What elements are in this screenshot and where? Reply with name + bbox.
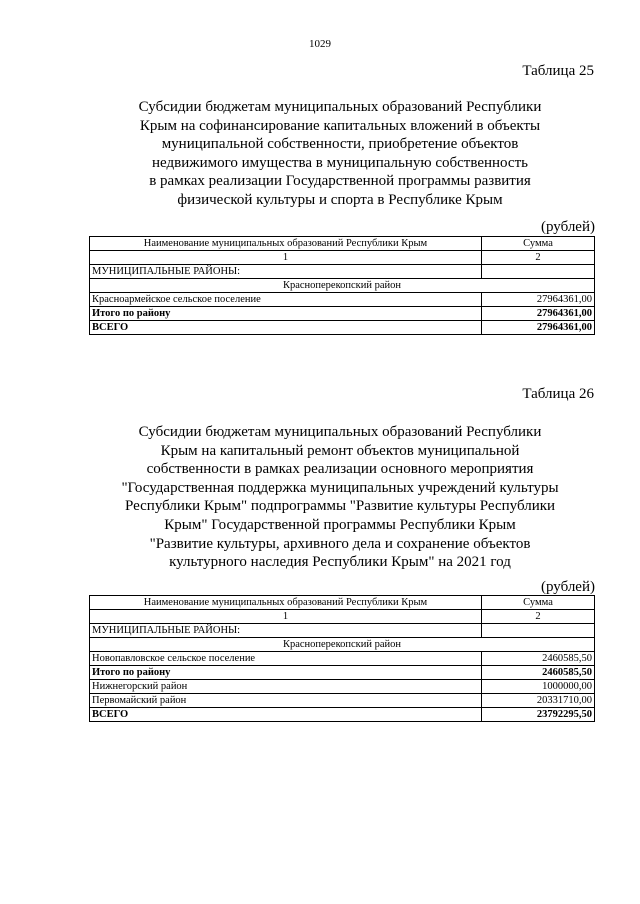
table-row xyxy=(90,694,595,708)
heading-line: Республики Крым" подпрограммы "Развитие культуры Республики xyxy=(124,498,556,515)
row-sum-cell: 20331710,00 xyxy=(482,694,595,708)
heading-line: Субсидии бюджетам муниципальных образований Республики xyxy=(138,424,542,440)
total-sum-cell: 23792295,50 xyxy=(482,708,595,722)
total-row xyxy=(90,321,595,335)
table-25-heading xyxy=(90,98,590,210)
heading-line: Крым на капитальный ремонт объектов муниципальной xyxy=(160,442,520,459)
row-name-cell: Первомайский район xyxy=(90,694,482,708)
table-header-numbers-row xyxy=(90,251,595,265)
table-26-label: Таблица 26 xyxy=(522,386,594,402)
heading-line: собственности в рамках реализации основного мероприятия xyxy=(146,461,534,478)
heading-line: в рамках реализации Государственной программы развития xyxy=(149,173,531,190)
heading-line: Крым" Государственной программы Республики Крым xyxy=(164,516,516,533)
table-row xyxy=(90,680,595,694)
page-number: 1029 xyxy=(309,38,331,50)
heading-line: Крым на софинансирование капитальных вложений в объекты xyxy=(139,117,541,134)
empty-cell xyxy=(482,624,595,638)
heading-line: муниципальной собственности, приобретение объектов xyxy=(161,136,519,153)
subtotal-name-cell: Итого по району xyxy=(90,307,482,321)
district-cell: Красноперекопский район xyxy=(90,279,595,293)
table-26-unit: (рублей) xyxy=(540,579,595,595)
heading-line: "Развитие культуры, архивного дела и сохранение объектов xyxy=(149,535,531,552)
subtotal-name-cell: Итого по району xyxy=(90,666,482,680)
section-row xyxy=(90,624,595,638)
header-number-cell: 1 xyxy=(90,610,482,624)
header-sum-cell: Сумма xyxy=(482,237,595,251)
header-number-cell: 1 xyxy=(90,251,482,265)
section-row xyxy=(90,265,595,279)
subtotal-row xyxy=(90,307,595,321)
district-cell: Красноперекопский район xyxy=(90,638,595,652)
heading-line: Субсидии бюджетам муниципальных образований Республики xyxy=(138,99,542,115)
table-25 xyxy=(89,236,595,335)
table-header-numbers-row xyxy=(90,610,595,624)
header-name-cell: Наименование муниципальных образований Республики Крым xyxy=(90,237,482,251)
subtotal-row xyxy=(90,666,595,680)
row-sum-cell: 2460585,50 xyxy=(482,652,595,666)
total-sum-cell: 27964361,00 xyxy=(482,321,595,335)
heading-line: недвижимого имущества в муниципальную собственность xyxy=(152,154,528,171)
section-cell: МУНИЦИПАЛЬНЫЕ РАЙОНЫ: xyxy=(90,265,482,279)
table-25-unit: (рублей) xyxy=(540,219,595,235)
total-name-cell: ВСЕГО xyxy=(90,708,482,722)
header-number-cell: 2 xyxy=(482,251,595,265)
heading-line: физической культуры и спорта в Республике Крым xyxy=(177,191,503,208)
subtotal-sum-cell: 2460585,50 xyxy=(482,666,595,680)
row-name-cell: Красноармейское сельское поселение xyxy=(90,293,482,307)
table-row xyxy=(90,652,595,666)
table-header-row xyxy=(90,237,595,251)
total-row xyxy=(90,708,595,722)
table-26-heading xyxy=(90,423,590,572)
table-25-label: Таблица 25 xyxy=(522,63,594,79)
header-sum-cell: Сумма xyxy=(482,596,595,610)
section-cell: МУНИЦИПАЛЬНЫЕ РАЙОНЫ: xyxy=(90,624,482,638)
row-name-cell: Новопавловское сельское поселение xyxy=(90,652,482,666)
empty-cell xyxy=(482,265,595,279)
district-row xyxy=(90,279,595,293)
subtotal-sum-cell: 27964361,00 xyxy=(482,307,595,321)
header-number-cell: 2 xyxy=(482,610,595,624)
header-name-cell: Наименование муниципальных образований Республики Крым xyxy=(90,596,482,610)
heading-line: "Государственная поддержка муниципальных учреждений культуры xyxy=(121,479,559,496)
heading-line: культурного наследия Республики Крым" на 2021 год xyxy=(169,554,511,571)
row-sum-cell: 1000000,00 xyxy=(482,680,595,694)
district-row xyxy=(90,638,595,652)
row-name-cell: Нижнегорский район xyxy=(90,680,482,694)
row-sum-cell: 27964361,00 xyxy=(482,293,595,307)
table-26 xyxy=(89,595,595,722)
total-name-cell: ВСЕГО xyxy=(90,321,482,335)
table-row xyxy=(90,293,595,307)
table-header-row xyxy=(90,596,595,610)
